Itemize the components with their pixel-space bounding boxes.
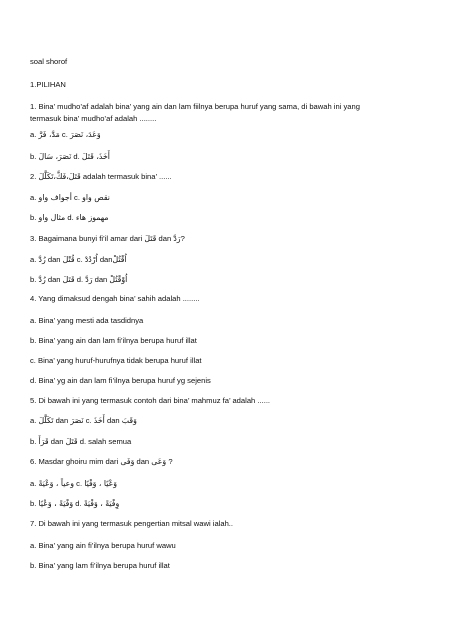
arabic-text: رَدَّ: [85, 275, 93, 284]
q6-option-ac: [30, 479, 117, 489]
option-label: a.: [30, 130, 37, 139]
arabic-text: وَعَى: [151, 457, 167, 466]
q2-option-bd: [30, 213, 109, 223]
arabic-text: وَعَدَ، نَصَرَ: [69, 130, 101, 139]
option-label: c.: [85, 416, 92, 425]
q7-option-a: a. Bina’ yang ain fi’ilnya berupa huruf wawu: [30, 541, 176, 550]
q4-option-b: b. Bina’ yang ain dan lam fi’ilnya berupa huruf illat: [30, 336, 197, 345]
q3-text: [30, 234, 185, 244]
option-label: b.: [30, 437, 37, 446]
option-label: a.: [30, 193, 37, 202]
conjunction: dan: [47, 255, 61, 264]
option-label: d.: [73, 152, 80, 161]
option-label: c.: [76, 479, 83, 488]
arabic-text: تَكَلَّلَ: [38, 416, 54, 425]
option-label: c.: [61, 130, 68, 139]
doc-title: soal shorof: [30, 57, 68, 66]
arabic-text: أَخَذَ: [93, 416, 105, 425]
arabic-text: رُدَّ: [38, 255, 46, 264]
arabic-text: قَتَلَ: [62, 275, 75, 284]
q7-text: 7. Di bawah ini yang termasuk pengertian mitsal wawi ialah..: [30, 519, 234, 528]
q5-text: 5. Di bawah ini yang termasuk contoh dari bina’ mahmuz fa’ adalah ......: [30, 396, 271, 405]
question-mark: ?: [168, 457, 173, 466]
q5-option-ac: [30, 416, 137, 426]
arabic-text: أَخَذَ، قَتَلَ: [81, 152, 110, 161]
arabic-text: قَتَلَ،فَكَّ،تَكَلَّلَ: [38, 172, 81, 181]
question-text: dan: [136, 457, 150, 466]
arabic-text: وعياً ، وَعْيَةً: [38, 479, 75, 488]
q6-text: [30, 457, 173, 467]
q2-text: [30, 172, 172, 182]
arabic-text: رَدَّ: [173, 234, 181, 243]
section-heading: 1.PILIHAN: [30, 80, 66, 89]
option-label: c.: [74, 193, 80, 202]
q5-option-bd: [30, 437, 131, 447]
arabic-text: وَقَبَ: [121, 416, 137, 425]
question-number: 2.: [30, 172, 37, 181]
q2-option-ac: [30, 193, 110, 203]
arabic-text: اُوْقْتُلْ: [109, 275, 128, 284]
option-label: a.: [30, 255, 37, 264]
option-label: b.: [30, 152, 37, 161]
question-mark: ?: [180, 234, 185, 243]
option-label: b.: [30, 499, 37, 508]
conjunction: dan: [50, 437, 64, 446]
q4-text: 4. Yang dimaksud dengah bina’ sahih adalah ........: [30, 294, 200, 303]
q4-option-c: c. Bina’ yang huruf-hurufnya tidak berupa huruf illat: [30, 356, 202, 365]
arabic-text: قَتَلَ: [144, 234, 157, 243]
option-label: c.: [76, 255, 83, 264]
option-label: d.: [67, 213, 74, 222]
q1-text-line1: 1. Bina’ mudho’af adalah bina’ yang ain dan lam fiilnya berupa huruf yang sama, di bawah ini yang: [30, 102, 360, 111]
conjunction: dan: [94, 275, 108, 284]
arabic-text: مثال واو: [38, 213, 66, 222]
q1-option-ac: [30, 130, 101, 140]
option-label: d.: [76, 275, 84, 284]
question-text: adalah termasuk bina’ ......: [82, 172, 172, 181]
question-text: 3. Bagaimana bunyi fi’il amar dari: [30, 234, 143, 243]
arabic-text: قَرَأَ: [38, 437, 49, 446]
question-text: 6. Masdar ghoiru mim dari: [30, 457, 119, 466]
conjunction: dan: [99, 255, 113, 264]
arabic-text: اُرْدُدْ: [84, 255, 98, 264]
q4-option-d: d. Bina’ yg ain dan lam fi’ilnya berupa huruf yg sejenis: [30, 376, 211, 385]
arabic-text: وَفْيَةً ، وَعْيًا: [38, 499, 74, 508]
arabic-text: وَفَى: [120, 457, 135, 466]
q4-option-a: a. Bina’ yang mesti ada tasdidnya: [30, 316, 144, 325]
option-label: d.: [75, 499, 82, 508]
option-label: b.: [30, 275, 37, 284]
option-label: d. salah semua: [79, 437, 132, 446]
arabic-text: مهموز هاء: [75, 213, 109, 222]
arabic-text: وِفْيَةً ، وَفْيَةً: [83, 499, 120, 508]
conjunction: dan: [55, 416, 69, 425]
q7-option-b: b. Bina’ yang lam fi’ilnya berupa huruf illat: [30, 561, 170, 570]
question-text: dan: [158, 234, 172, 243]
q1-text-line2: termasuk bina’ mudho’af adalah ........: [30, 114, 157, 123]
option-label: b.: [30, 213, 37, 222]
q3-option-ac: [30, 255, 127, 265]
arabic-text: اُقْتُلْ: [112, 255, 127, 264]
option-label: a.: [30, 416, 37, 425]
q6-option-bd: [30, 499, 119, 509]
q3-option-bd: [30, 275, 127, 285]
arabic-text: رُدَّ: [38, 275, 46, 284]
q1-option-bd: [30, 152, 110, 162]
arabic-text: مَدَّ، فَرَّ: [38, 130, 60, 139]
arabic-text: وَعْيًا ، وَفْيًا: [84, 479, 118, 488]
conjunction: dan: [106, 416, 120, 425]
arabic-text: نقص واو: [82, 193, 110, 202]
option-label: a.: [30, 479, 37, 488]
arabic-text: أجواف واو: [38, 193, 72, 202]
arabic-text: قَتَلَ: [65, 437, 78, 446]
conjunction: dan: [47, 275, 61, 284]
arabic-text: نَصَرَ، سَالَ: [38, 152, 72, 161]
arabic-text: قُتْلَ: [62, 255, 75, 264]
arabic-text: نَصَرَ: [70, 416, 84, 425]
